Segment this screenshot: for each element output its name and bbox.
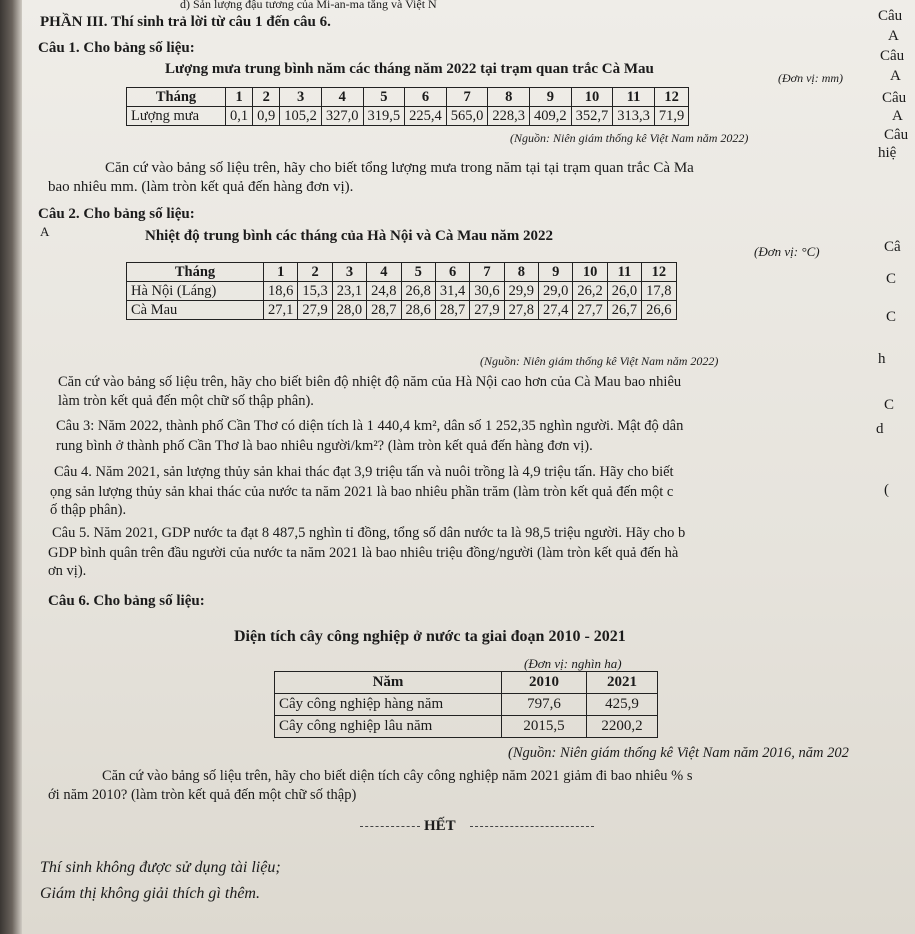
end-marker: HẾT: [424, 818, 456, 834]
table-row: [275, 672, 658, 694]
header-cell: 1: [226, 88, 253, 107]
header-cell: 2: [253, 88, 280, 107]
value-cell: 27,8: [504, 301, 538, 320]
value-cell: 409,2: [530, 107, 572, 126]
q1-question-line-2: bao nhiêu mm. (làm tròn kết quả đến hàng đơn vị).: [48, 179, 354, 195]
header-cell: 7: [446, 88, 488, 107]
value-cell: 18,6: [264, 282, 298, 301]
value-cell: 2015,5: [502, 716, 587, 738]
value-cell: 27,4: [539, 301, 573, 320]
value-cell: 27,7: [573, 301, 607, 320]
value-cell: 27,1: [264, 301, 298, 320]
header-cell: 10: [571, 88, 613, 107]
header-cell: 12: [642, 263, 676, 282]
q6-source: (Nguồn: Niên giám thống kê Việt Nam năm 2016, năm 202: [508, 745, 849, 761]
header-cell: 5: [363, 88, 405, 107]
header-cell: 3: [332, 263, 366, 282]
q2-label: Câu 2. Cho bảng số liệu:: [38, 206, 195, 222]
table-row: [127, 301, 677, 320]
header-cell: 9: [539, 263, 573, 282]
q2-question-line-2: làm tròn kết quả đến một chữ số thập phân).: [58, 393, 314, 409]
page-edge-shadow: [0, 0, 22, 934]
q2-table: [126, 262, 677, 320]
q6-question-line-2: ới năm 2010? (làm tròn kết quả đến một chữ số thập): [48, 787, 357, 803]
header-cell: 8: [488, 88, 530, 107]
value-cell: 71,9: [654, 107, 688, 126]
q2-source: (Nguồn: Niên giám thống kê Việt Nam năm 2022): [480, 354, 719, 368]
q5-line-2: GDP bình quân trên đầu người của nước ta năm 2021 là bao nhiêu triệu đồng/người (làm tròn kết quả đến hà: [48, 545, 679, 561]
note-line-2: Giám thị không giải thích gì thêm.: [40, 885, 260, 902]
value-cell: 15,3: [298, 282, 332, 301]
margin-right-fragment: A: [892, 108, 903, 124]
header-cell: 1: [264, 263, 298, 282]
note-line-1: Thí sinh không được sử dụng tài liệu;: [40, 859, 281, 876]
value-cell: 24,8: [367, 282, 401, 301]
table-row: [275, 694, 658, 716]
margin-right-fragment: Câ: [884, 239, 901, 255]
end-dash-left: [360, 826, 420, 827]
value-cell: 327,0: [321, 107, 363, 126]
value-cell: 797,6: [502, 694, 587, 716]
value-cell: 29,0: [539, 282, 573, 301]
q1-table: [126, 87, 689, 126]
value-cell: 29,9: [504, 282, 538, 301]
cut-top-line: d) Sản lượng đậu tương của Mi-an-ma tăng và Việt N: [180, 0, 437, 11]
header-cell: Tháng: [127, 88, 226, 107]
margin-left-fragment: A: [40, 224, 50, 239]
table-row: [275, 716, 658, 738]
q1-source: (Nguồn: Niên giám thống kê Việt Nam năm 2022): [510, 131, 749, 145]
value-cell: 28,0: [332, 301, 366, 320]
value-cell: 0,9: [253, 107, 280, 126]
value-cell: 2200,2: [587, 716, 658, 738]
header-cell: 12: [654, 88, 688, 107]
value-cell: 319,5: [363, 107, 405, 126]
header-cell: 3: [280, 88, 322, 107]
margin-right-fragment: Câu: [884, 127, 909, 143]
row-label: Cây công nghiệp lâu năm: [275, 716, 502, 738]
value-cell: 27,9: [298, 301, 332, 320]
header-cell: 10: [573, 263, 607, 282]
header-cell: Năm: [275, 672, 502, 694]
margin-right-fragment: A: [888, 28, 899, 44]
end-dash-right: [470, 826, 594, 827]
value-cell: 28,7: [367, 301, 401, 320]
header-cell: 6: [405, 88, 447, 107]
value-cell: 565,0: [446, 107, 488, 126]
value-cell: 26,2: [573, 282, 607, 301]
margin-right-fragment: d: [876, 421, 884, 437]
row-label: Cà Mau: [127, 301, 264, 320]
table-row: [127, 282, 677, 301]
q1-unit: (Đơn vị: mm): [778, 71, 844, 85]
table-row: [127, 88, 689, 107]
value-cell: 23,1: [332, 282, 366, 301]
q2-unit: (Đơn vị: °C): [754, 244, 820, 259]
header-cell: 2021: [587, 672, 658, 694]
q3-line-1: Câu 3: Năm 2022, thành phố Cần Thơ có diện tích là 1 440,4 km², dân số 1 252,35 nghìn người. Mật độ dân: [56, 418, 684, 434]
value-cell: 225,4: [405, 107, 447, 126]
value-cell: 31,4: [435, 282, 469, 301]
value-cell: 425,9: [587, 694, 658, 716]
q5-line-3: ơn vị).: [48, 563, 87, 579]
value-cell: 30,6: [470, 282, 504, 301]
header-cell: 11: [613, 88, 655, 107]
margin-right-fragment: h: [878, 351, 886, 367]
header-cell: 9: [530, 88, 572, 107]
q6-unit: (Đơn vị: nghìn ha): [524, 656, 622, 671]
value-cell: 105,2: [280, 107, 322, 126]
margin-right-fragment: C: [886, 309, 897, 325]
margin-right-fragment: C: [884, 397, 895, 413]
margin-right-fragment: C: [886, 271, 897, 287]
row-label: Lượng mưa: [127, 107, 226, 126]
section-heading: PHẦN III. Thí sinh trả lời từ câu 1 đến câu 6.: [40, 14, 331, 30]
value-cell: 26,6: [642, 301, 676, 320]
header-cell: 2010: [502, 672, 587, 694]
q2-title: Nhiệt độ trung bình các tháng của Hà Nội và Cà Mau năm 2022: [145, 228, 553, 244]
q1-label: Câu 1. Cho bảng số liệu:: [38, 40, 195, 56]
margin-right-fragment: Câu: [880, 48, 905, 64]
header-cell: Tháng: [127, 263, 264, 282]
header-cell: 4: [321, 88, 363, 107]
margin-right-fragment: Câu: [878, 8, 903, 24]
header-cell: 11: [607, 263, 641, 282]
q4-line-3: ố thập phân).: [50, 502, 127, 518]
q6-question-line-1: Căn cứ vào bảng số liệu trên, hãy cho biết diện tích cây công nghiệp năm 2021 giảm đi bao nhiêu % s: [102, 768, 693, 784]
row-label: Cây công nghiệp hàng năm: [275, 694, 502, 716]
value-cell: 26,0: [607, 282, 641, 301]
value-cell: 28,6: [401, 301, 435, 320]
header-cell: 8: [504, 263, 538, 282]
header-cell: 7: [470, 263, 504, 282]
q6-table: [274, 671, 658, 738]
header-cell: 2: [298, 263, 332, 282]
q1-question-line-1: Căn cứ vào bảng số liệu trên, hãy cho biết tổng lượng mưa trong năm tại tại trạm quan trắc Cà Ma: [105, 160, 694, 176]
value-cell: 17,8: [642, 282, 676, 301]
q1-title: Lượng mưa trung bình năm các tháng năm 2022 tại trạm quan trắc Cà Mau: [165, 61, 654, 77]
q6-label: Câu 6. Cho bảng số liệu:: [48, 593, 205, 609]
q3-line-2: rung bình ở thành phố Cần Thơ là bao nhiêu người/km²? (làm tròn kết quả đến hàng đơn vị).: [56, 438, 593, 454]
value-cell: 27,9: [470, 301, 504, 320]
margin-right-fragment: A: [890, 68, 901, 84]
table-row: [127, 263, 677, 282]
header-cell: 5: [401, 263, 435, 282]
value-cell: 28,7: [435, 301, 469, 320]
value-cell: 228,3: [488, 107, 530, 126]
value-cell: 0,1: [226, 107, 253, 126]
value-cell: 313,3: [613, 107, 655, 126]
value-cell: 352,7: [571, 107, 613, 126]
q4-line-1: Câu 4. Năm 2021, sản lượng thủy sản khai thác đạt 3,9 triệu tấn và nuôi trồng là 4,9 triệu tấn. Hãy cho biết: [54, 464, 674, 480]
value-cell: 26,8: [401, 282, 435, 301]
value-cell: 26,7: [607, 301, 641, 320]
row-label: Hà Nội (Láng): [127, 282, 264, 301]
q4-line-2: ọng sản lượng thủy sản khai thác của nước ta năm 2021 là bao nhiêu phần trăm (làm tròn kết quả đến một c: [50, 484, 674, 500]
q2-question-line-1: Căn cứ vào bảng số liệu trên, hãy cho biết biên độ nhiệt độ năm của Hà Nội cao hơn của Cà Mau bao nhiêu: [58, 374, 682, 390]
table-row: [127, 107, 689, 126]
margin-right-fragment: hiệ: [878, 145, 897, 161]
margin-right-fragment: Câu: [882, 90, 907, 106]
header-cell: 6: [435, 263, 469, 282]
header-cell: 4: [367, 263, 401, 282]
q6-title: Diện tích cây công nghiệp ở nước ta giai đoạn 2010 - 2021: [234, 628, 626, 645]
q5-line-1: Câu 5. Năm 2021, GDP nước ta đạt 8 487,5 nghìn tỉ đồng, tổng số dân nước ta là 98,5 triệu người. Hãy cho b: [52, 525, 686, 541]
margin-right-fragment: (: [884, 482, 889, 498]
